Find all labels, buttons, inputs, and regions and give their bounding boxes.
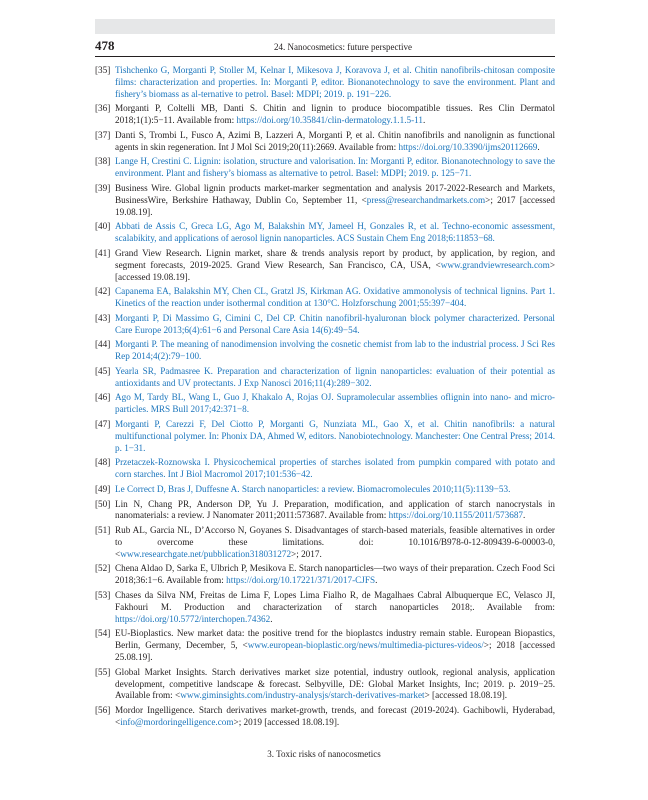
reference-text-segment: Ago M, Tardy BL, Wang L, Guo J, Khakalo A, Rojas OJ. Supramolecular assemblies oflignin into nano- and micro-particles. MRS Bull 2017;42:371−8. [115, 392, 555, 415]
reference-item[interactable] [95, 484, 555, 496]
reference-item [95, 628, 555, 664]
reference-text-segment: Le Correct D, Bras J, Duffesne A. Starch nanoparticles: a review. Biomacromolecules 2010;11(5):1139−53. [115, 483, 511, 494]
reference-link[interactable]: press@researchandmarkets.com [366, 194, 486, 205]
reference-text [115, 590, 555, 626]
reference-text [115, 248, 555, 284]
reference-number: [52] [95, 563, 111, 574]
reference-text [115, 221, 555, 245]
reference-item [95, 499, 555, 523]
reference-number: [48] [95, 457, 111, 468]
reference-text [115, 525, 555, 561]
reference-text [115, 705, 555, 729]
reference-text [115, 286, 555, 310]
reference-text-segment: Morganti P, Coltelli MB, Danti S. Chitin and lignin to produce biocompatible tissues. Res Clin Dermatol 2018;1(1):5−11. Available from: [115, 103, 555, 126]
reference-text-segment: Przetaczek-Roznowska I. Physicochemical properties of starches isolated from pumpkin compared with potato and corn starches. Int J Biol Macromol 2017;101:536−42. [115, 457, 555, 480]
reference-number: [39] [95, 182, 111, 193]
reference-item[interactable] [95, 419, 555, 455]
reference-text [115, 667, 555, 703]
reference-number: [42] [95, 286, 111, 297]
reference-text-segment: Chases da Silva NM, Freitas de Lima F, Lopes Lima Fialho R, de Magalhaes Cabral Albuquerque EC, Velasco JI, Fakhouri M. Production and characterization of starch nanoparticles 2018;. Available from: [115, 589, 555, 612]
running-head: 24. Nanocosmetics: future perspective [274, 42, 412, 52]
reference-number: [41] [95, 247, 111, 258]
reference-item[interactable] [95, 339, 555, 363]
reference-text-segment: Danti S, Trombi L, Fusco A, Azimi B, Lazzeri A, Morganti P, et al. Chitin nanofibrils and nanolignin as functional agents in skin regeneration. Int J Mol Sci 2019;20(11):2669. Available from: [115, 129, 555, 152]
reference-text [115, 339, 555, 363]
reference-link[interactable]: https://doi.org/10.35841/clin-dermatology.1.1.5-11 [236, 115, 423, 126]
reference-text-segment: . [375, 575, 378, 586]
reference-link[interactable]: www.european-bioplastic.org/news/multimedia-pictures-videos/ [247, 640, 484, 651]
reference-item [95, 705, 555, 729]
reference-text-segment: Chena Aldao D, Sarka E, Ulbrich P, Mesikova E. Starch nanoparticles—two ways of their preparation. Czech Food Sci 2018;36:1−6. Available from: [115, 563, 555, 586]
reference-item[interactable] [95, 392, 555, 416]
reference-list [95, 65, 555, 732]
reference-text-segment: Grand View Research. Lignin market, share & trends analysis report by product, by application, by region, and segment forecasts, 2019-2025. Grand View Research, San Francisco, CA, USA, < [115, 247, 555, 270]
reference-number: [53] [95, 589, 111, 600]
reference-text-segment: . [523, 510, 526, 521]
reference-number: [43] [95, 312, 111, 323]
reference-text [115, 183, 555, 219]
reference-number: [40] [95, 221, 111, 232]
reference-number: [56] [95, 705, 111, 716]
reference-number: [35] [95, 65, 111, 75]
reference-number: [55] [95, 666, 111, 677]
reference-text-segment: EU-Bioplastics. New market data: the positive trend for the bioplastcs industry remain stable. European Biopastics, Berlin, Germany, December, 5, < [115, 628, 555, 651]
reference-text-segment: Morganti P. The meaning of nanodimension involving the cosnetic chemist from lab to the industrial process. J Sci Res Rep 2014;4(2):79−100. [115, 339, 555, 362]
reference-text-segment: Tishchenko G, Morganti P, Stoller M, Kelnar I, Mikesova J, Koravova J, et al. Chitin nanofibrils-chitosan composite films: characterization and properties. In: Morganti P, editor. Bionanotechnology to save the environment. Plant and fishery’s biomass as al-ternative to petrol. Basel: MDPI; 2019. p. 191−226. [115, 65, 555, 99]
reference-item [95, 248, 555, 284]
reference-text-segment: Lange H, Crestini C. Lignin: isolation, structure and valorisation. In: Morganti P, editor. Bionanotechnology to save the environment. Plant and fishery’s biomass as alternative to petrol. Basel: MDPI; 2019. p. 125−71. [115, 156, 555, 179]
reference-text-segment: Business Wire. Global lignin products market-marker segmentation and analysis 2017-2022-Research and Markets, BusinessWire, Berkshire Hathaway, Dublin Co, September 11, < [115, 182, 555, 205]
reference-text-segment: >; 2018 [accessed 25.08.19]. [115, 640, 555, 662]
reference-item[interactable] [95, 65, 555, 101]
reference-item[interactable] [95, 313, 555, 337]
reference-link[interactable]: info@mordoringelligence.com [120, 716, 234, 727]
reference-item [95, 130, 555, 154]
reference-number: [46] [95, 392, 111, 403]
reference-number: [36] [95, 103, 111, 114]
reference-number: [38] [95, 156, 111, 167]
reference-number: [54] [95, 628, 111, 639]
reference-item [95, 525, 555, 561]
reference-text-segment: . [537, 141, 540, 152]
reference-text-segment: Capanema EA, Balakshin MY, Chen CL, Gratzl JS, Kirkman AG. Oxidative ammonolysis of technical lignins. Part 1. Kinetics of the reaction under isothermal condition at 130°C. Holzforschung 2001;55:397−404. [115, 286, 555, 309]
header-band [95, 19, 555, 34]
reference-text [115, 563, 555, 587]
reference-item[interactable] [95, 286, 555, 310]
reference-text-segment: Yearla SR, Padmasree K. Preparation and characterization of lignin nanoparticles: evaluation of their potential as antioxidants and UV protectants. J Exp Nanosci 2016;11(4):289−302. [115, 365, 555, 388]
reference-text-segment: Global Market Insights. Starch derivatives market size potential, industry outlook, regional analysis, application development, competitive landscape & forecast. Selbyville, DE: Global Market Insights, Inc; 2019. p. 2019−25. Available from: < [115, 666, 555, 701]
reference-number: [51] [95, 525, 111, 536]
reference-text [115, 103, 555, 127]
reference-number: [47] [95, 418, 111, 429]
reference-text-segment: Morganti P, Di Massimo G, Cimini C, Del CP. Chitin nanofibril-hyaluronan block polymer characterized. Personal Care Europe 2013;6(4):61−6 and Personal Care Asia 14(6):49−54. [115, 312, 555, 335]
reference-text-segment: . [423, 115, 426, 126]
reference-link[interactable]: www.researchgate.net/pubblication318031272 [120, 548, 292, 559]
reference-item [95, 183, 555, 219]
reference-text [115, 65, 555, 101]
page-number: 478 [95, 38, 115, 53]
reference-text [115, 313, 555, 337]
reference-link[interactable]: https://doi.org/10.1155/2011/573687 [388, 510, 524, 521]
reference-number: [44] [95, 339, 111, 350]
header-rule [95, 56, 555, 57]
reference-text-segment: > [accessed 18.08.19]. [424, 690, 508, 701]
reference-link[interactable]: https://doi.org/10.3390/ijms20112669 [398, 141, 538, 152]
reference-number: [50] [95, 498, 111, 509]
reference-number: [49] [95, 483, 111, 494]
reference-text [115, 130, 555, 154]
reference-item[interactable] [95, 457, 555, 481]
reference-item[interactable] [95, 366, 555, 390]
reference-text-segment: Lin N, Chang PR, Anderson DP, Yu J. Preparation, modification, and application of starch nanocrystals in nanomaterials: a review. J Nanomater 2011;2011:573687. Available from: [115, 498, 555, 521]
reference-link[interactable]: www.giminsights.com/industry-analysjs/starch-derivatives-market [180, 690, 425, 701]
reference-text [115, 392, 555, 416]
reference-text-segment: >; 2017 [accessed 19.08.19]. [115, 194, 555, 217]
reference-link[interactable]: https://doi.org/10.5772/interchopen.74362 [115, 613, 271, 624]
reference-item [95, 590, 555, 626]
reference-text [115, 457, 555, 481]
reference-text [115, 628, 555, 664]
reference-item[interactable] [95, 221, 555, 245]
reference-link[interactable]: https://doi.org/10.17221/371/2017-CJFS [226, 575, 376, 586]
reference-text [115, 419, 555, 455]
reference-text [115, 499, 555, 523]
reference-text [115, 484, 555, 496]
reference-item [95, 563, 555, 587]
reference-text-segment: Morganti P, Carezzi F, Del Ciotto P, Morganti G, Nunziata ML, Gao X, et al. Chitin nanofibrils: a natural multifunctional polymer. In: Phonix DA, Ahmed W, editors. Nanobiotechnology. Manchester: One Central Press; 2014. p. 1−31. [115, 418, 555, 453]
reference-text-segment: >; 2017. [291, 548, 322, 559]
reference-text [115, 366, 555, 390]
reference-number: [37] [95, 129, 111, 140]
reference-text-segment: Abbati de Assis C, Greca LG, Ago M, Balakshin MY, Jameel H, Gonzales R, et al. Techno-economic assessment, scalabikity, and applications of aerosol lignin nanoparticles. ACS Sustain Chem Eng 2018;6:11853−68. [115, 221, 555, 244]
reference-text-segment: . [270, 613, 273, 624]
reference-item [95, 667, 555, 703]
reference-item[interactable] [95, 156, 555, 180]
reference-number: [45] [95, 365, 111, 376]
reference-text-segment: > [accessed 19.08.19]. [115, 259, 555, 282]
reference-text-segment: Rub AL, Garcia NL, D’Accorso N, Goyanes S. Disadvantages of starch-based materials, feasible alternatives in order to overcome these limitations. doi: 10.1016/B978-0-12-809439-6-00003-0, < [115, 525, 555, 559]
footer-section-title: 3. Toxic risks of nanocosmetics [267, 749, 381, 759]
reference-text-segment: >; 2019 [accessed 18.08.19]. [233, 716, 340, 727]
reference-text-segment: Mordor Ingelligence. Starch derivatives market-growth, trends, and forecast (2019-2024). Gachibowli, Hyderabad, < [115, 705, 555, 727]
reference-text [115, 156, 555, 180]
reference-link[interactable]: www.grandviewresearch.com [440, 259, 550, 270]
reference-item [95, 103, 555, 127]
